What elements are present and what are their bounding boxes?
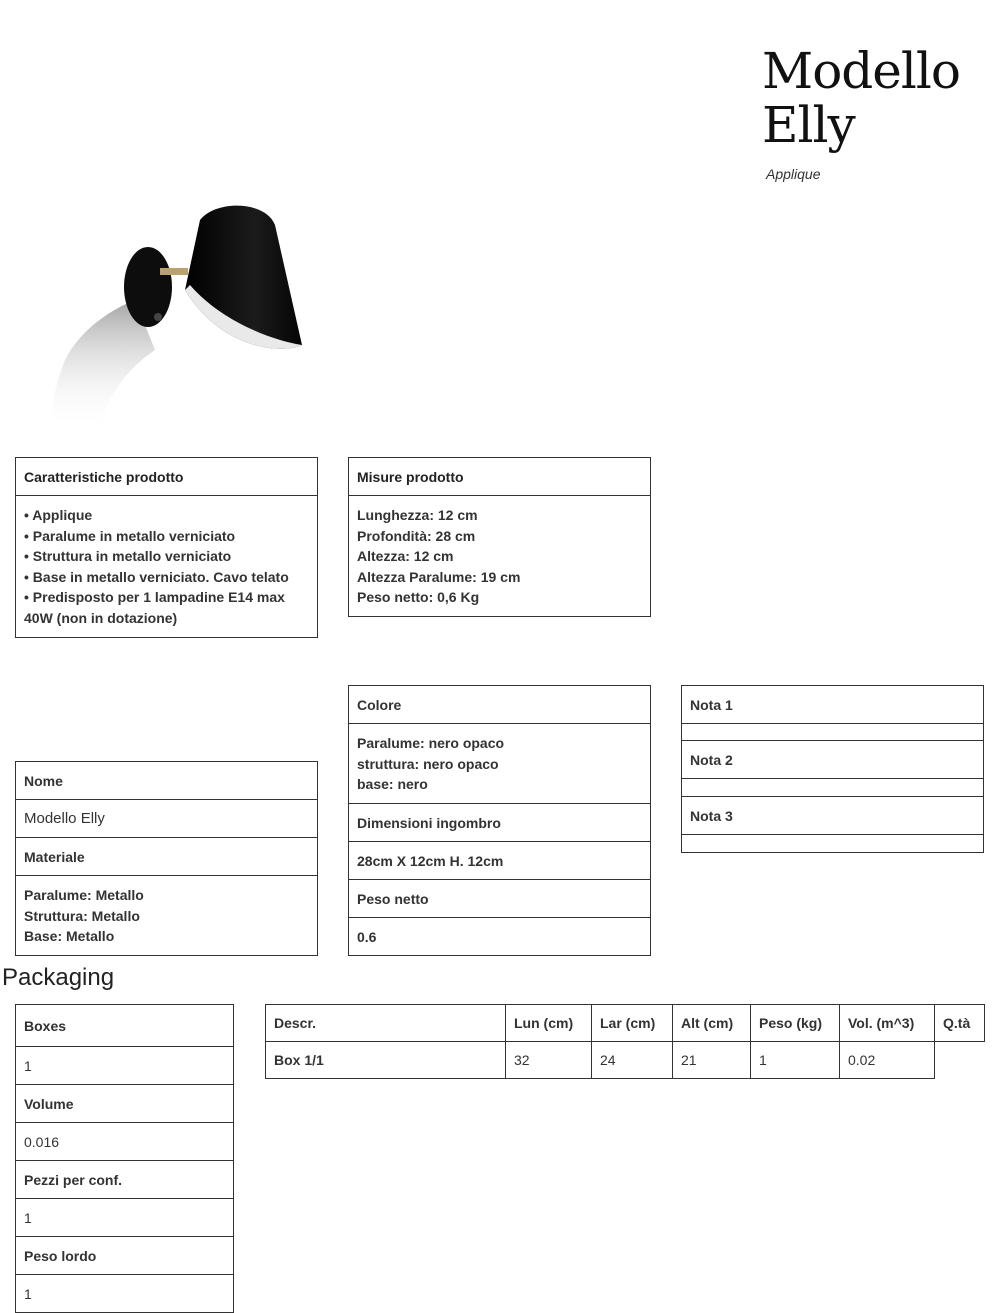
features-item: • Base in metallo verniciato. Cavo telato xyxy=(24,568,289,585)
measures-list xyxy=(349,496,650,617)
color-item: base: nero xyxy=(357,776,428,793)
note-label: Nota 1 xyxy=(682,686,983,724)
measures-item: Altezza: 12 cm xyxy=(357,548,454,565)
pieces-label: Pezzi per conf. xyxy=(16,1161,233,1199)
measures-box xyxy=(348,457,651,617)
col-height: Alt (cm) xyxy=(673,1005,751,1042)
product-title-line2: Elly xyxy=(762,96,855,154)
packaging-title: Packaging xyxy=(2,964,115,991)
cell-width: 24 xyxy=(592,1042,673,1079)
pieces-value: 1 xyxy=(16,1199,233,1237)
note-label: Nota 2 xyxy=(682,741,983,779)
features-heading: Caratteristiche prodotto xyxy=(16,458,317,496)
col-descr: Descr. xyxy=(266,1005,506,1042)
cell-quantity xyxy=(935,1042,985,1079)
note-label: Nota 3 xyxy=(682,797,983,835)
boxes-value: 1 xyxy=(16,1047,233,1085)
product-title xyxy=(762,44,960,152)
col-weight: Peso (kg) xyxy=(751,1005,840,1042)
cell-descr: Box 1/1 xyxy=(266,1042,506,1079)
measures-item: Lunghezza: 12 cm xyxy=(357,507,478,523)
features-item: • Applique xyxy=(24,507,93,523)
measures-item: Altezza Paralume: 19 cm xyxy=(357,568,521,585)
note-item xyxy=(681,741,984,797)
cell-weight: 1 xyxy=(751,1042,840,1079)
features-item: 40W (non in dotazione) xyxy=(24,609,178,626)
color-item: Paralume: nero opaco xyxy=(357,735,505,751)
packaging-table-header xyxy=(266,1005,985,1042)
gross-weight-label: Peso lordo xyxy=(16,1237,233,1275)
product-subtitle: Applique xyxy=(766,166,821,182)
packaging-side-box xyxy=(15,1004,234,1313)
col-volume: Vol. (m^3) xyxy=(840,1005,935,1042)
features-list xyxy=(16,496,317,638)
color-box xyxy=(348,685,651,956)
name-heading: Nome xyxy=(16,762,317,800)
dimensions-value: 28cm X 12cm H. 12cm xyxy=(349,842,650,880)
lamp-base xyxy=(124,247,172,327)
color-list xyxy=(349,724,650,804)
material-item: Base: Metallo xyxy=(24,928,115,945)
note-item xyxy=(681,685,984,741)
lamp-arm xyxy=(160,268,188,275)
net-weight-value: 0.6 xyxy=(357,928,377,945)
material-item: Struttura: Metallo xyxy=(24,907,140,924)
product-title-line1: Modello xyxy=(762,42,960,100)
notes-box xyxy=(681,685,984,853)
color-item: struttura: nero opaco xyxy=(357,755,499,772)
features-item: • Struttura in metallo verniciato xyxy=(24,548,232,565)
color-heading: Colore xyxy=(349,686,650,724)
boxes-label: Boxes xyxy=(16,1005,233,1047)
cell-volume: 0.02 xyxy=(840,1042,935,1079)
measures-item: Peso netto: 0,6 Kg xyxy=(357,589,480,606)
lamp-image xyxy=(40,190,330,430)
col-quantity: Q.tà xyxy=(935,1005,985,1042)
measures-item: Profondità: 28 cm xyxy=(357,527,476,544)
col-length: Lun (cm) xyxy=(506,1005,592,1042)
cell-length: 32 xyxy=(506,1042,592,1079)
dimensions-heading: Dimensioni ingombro xyxy=(349,804,650,842)
features-item: • Predisposto per 1 lampadine E14 max xyxy=(24,589,285,606)
table-row xyxy=(266,1042,985,1079)
volume-label: Volume xyxy=(16,1085,233,1123)
name-material-box xyxy=(15,761,318,956)
gross-weight-value: 1 xyxy=(24,1286,32,1302)
note-item xyxy=(681,797,984,853)
name-value: Modello Elly xyxy=(16,800,317,838)
material-heading: Materiale xyxy=(16,838,317,876)
measures-heading: Misure prodotto xyxy=(349,458,650,496)
features-box xyxy=(15,457,318,638)
cell-height: 21 xyxy=(673,1042,751,1079)
col-width: Lar (cm) xyxy=(592,1005,673,1042)
lamp-switch xyxy=(154,313,162,321)
features-item: • Paralume in metallo verniciato xyxy=(24,527,236,544)
packaging-table xyxy=(265,1004,985,1079)
volume-value: 0.016 xyxy=(16,1123,233,1161)
material-item: Paralume: Metallo xyxy=(24,887,144,903)
material-list xyxy=(16,876,317,956)
net-weight-heading: Peso netto xyxy=(349,880,650,918)
